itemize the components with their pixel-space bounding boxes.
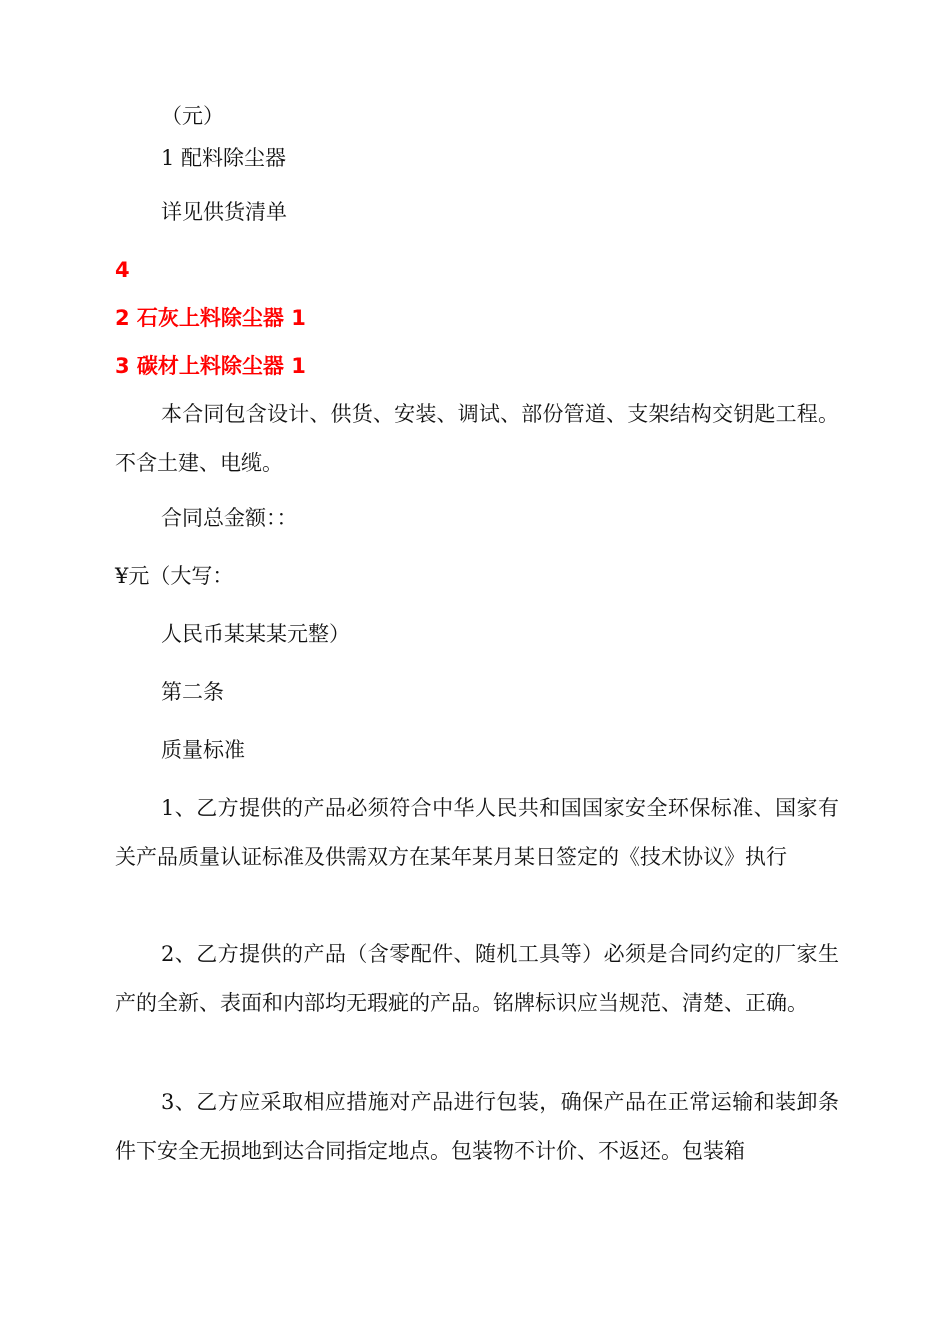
rmb-amount-line: 人民币某某某元整） bbox=[161, 622, 350, 646]
total-amount-label: 合同总金额：： bbox=[161, 506, 298, 530]
quality-item-2: 2、乙方提供的产品（含零配件、随机工具等）必须是合同约定的厂家生产的全新、表面和内部均无瑕疵的产品。铭牌标识应当规范、清楚、正确。 bbox=[115, 942, 839, 1015]
red-item-2: 2 石灰上料除尘器 1 bbox=[115, 306, 306, 330]
red-item-3: 3 碳材上料除尘器 1 bbox=[115, 354, 306, 378]
quality-item-1: 1、乙方提供的产品必须符合中华人民共和国国家安全环保标准、国家有关产品质量认证标准及供需双方在某年某月某日签定的《技术协议》执行 bbox=[115, 796, 839, 869]
unit-yuan-line: （元） bbox=[161, 104, 224, 128]
scope-paragraph: 本合同包含设计、供货、安装、调试、部份管道、支架结构交钥匙工程。不含土建、电缆。 bbox=[115, 402, 839, 475]
currency-line: ¥元（大写： bbox=[115, 564, 234, 588]
quality-item-3: 3、乙方应采取相应措施对产品进行包装，确保产品在正常运输和装卸条件下安全无损地到达合同指定地点。包装物不计价、不返还。包装箱 bbox=[115, 1090, 839, 1163]
item-1-line: 1 配料除尘器 bbox=[161, 146, 287, 170]
article-heading: 第二条 bbox=[161, 680, 224, 704]
red-item-4: 4 bbox=[115, 258, 130, 282]
section-title: 质量标准 bbox=[161, 738, 245, 762]
supply-list-line: 详见供货清单 bbox=[161, 200, 287, 224]
